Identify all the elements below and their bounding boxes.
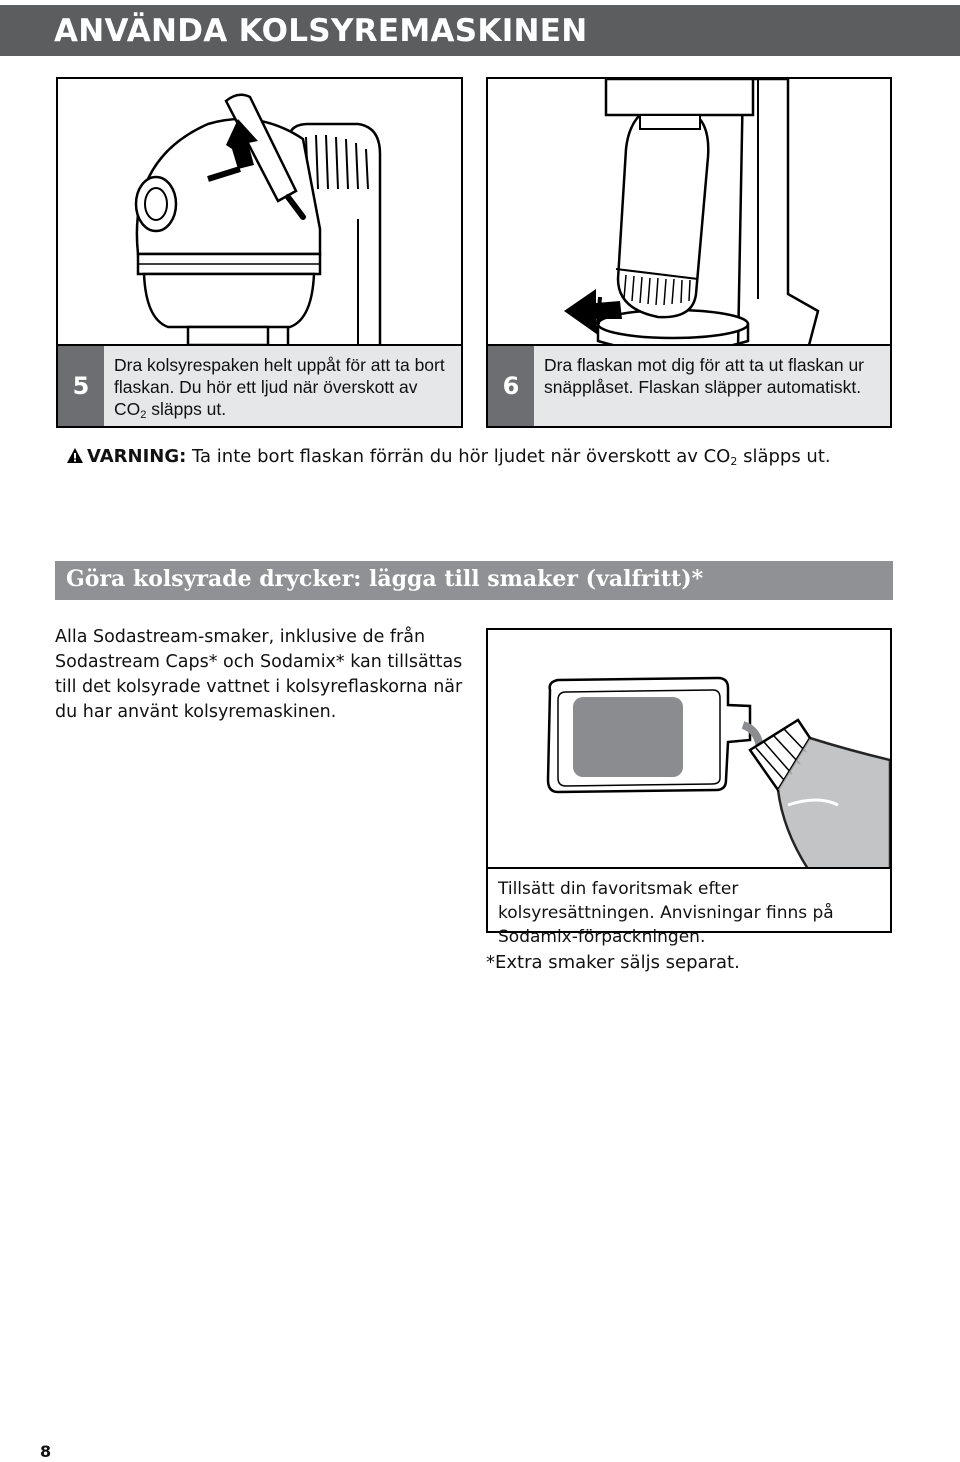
footnote: *Extra smaker säljs separat. [486, 952, 740, 973]
step-6-caption [488, 344, 890, 426]
step-6-text: Dra flaskan mot dig för att ta ut flaskan ur snäpplåset. Flaskan släpper automatiskt. [544, 355, 865, 397]
section-title: Göra kolsyrade drycker: lägga till smaker (valfritt)* [66, 566, 704, 592]
bottle-release-illustration [488, 79, 890, 349]
step-number: 5 [58, 346, 104, 426]
flavor-figure [486, 628, 892, 947]
step-5-panel [56, 77, 463, 428]
warning-line: VARNING: Ta inte bort flaskan förrän du hör ljudet när överskott av $CO_2$ släpps ut. [66, 446, 831, 468]
step-number: 6 [488, 346, 534, 426]
warning-triangle-icon [66, 447, 84, 464]
step-6-panel [486, 77, 892, 428]
page-number: 8 [40, 1442, 52, 1461]
pouring-flavor-illustration [488, 630, 890, 869]
page-header [0, 5, 960, 56]
figure-caption: Tillsätt din favoritsmak efter kolsyresättningen. Anvisningar finns på Sodamix-förpackningen. [488, 867, 890, 931]
warning-text: Ta inte bort flaskan förrän du hör ljudet när överskott av CO [186, 446, 731, 467]
step-5-caption [58, 344, 461, 426]
step-5-text: Dra kolsyrespaken helt uppåt för att ta bort flaskan. Du hör ett ljud när överskott av $CO_2$ släpps ut. [114, 355, 445, 421]
page-title: ANVÄNDA KOLSYREMASKINEN [54, 13, 588, 49]
warning-label: VARNING: [87, 446, 187, 467]
lever-illustration [58, 79, 461, 349]
section-header [55, 561, 893, 600]
section-body: Alla Sodastream-smaker, inklusive de från Sodastream Caps* och Sodamix* kan tillsättas till det kolsyrade vattnet i kolsyreflaskorna när du har använt kolsyremaskinen. [55, 627, 463, 722]
